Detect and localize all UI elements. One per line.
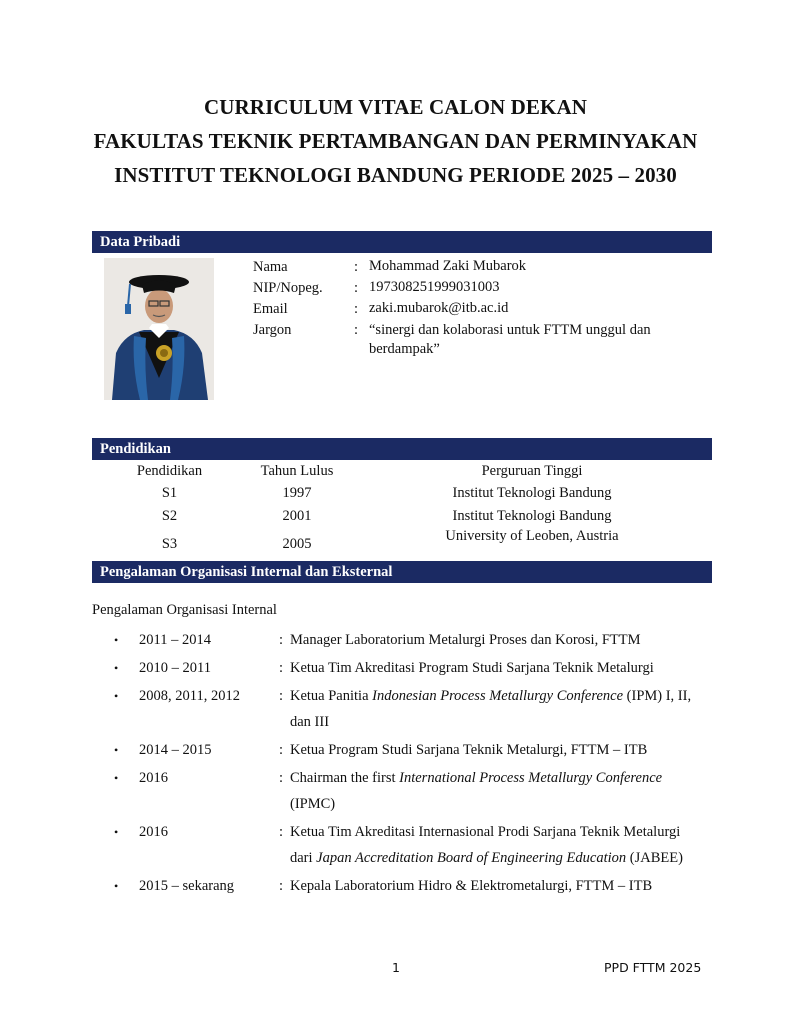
education-header-row bbox=[92, 460, 712, 482]
experience-description: Kepala Laboratorium Hidro & Elektrometalurgi, FTTM – ITB bbox=[290, 878, 653, 894]
education-header-year: Tahun Lulus bbox=[260, 463, 334, 479]
education-header-university: Perguruan Tinggi bbox=[481, 463, 583, 479]
info-value-email[interactable]: zaki.mubarok@itb.ac.id bbox=[369, 300, 509, 316]
list-item: • 2016 : Ketua Tim Akreditasi Internasional Prodi Sarjana Teknik Metalurgi dari Japan Accreditation Board of Engineering Education (JABEE) bbox=[92, 819, 712, 871]
education-university: Institut Teknologi Bandung bbox=[452, 485, 612, 501]
experience-year: 2016 bbox=[139, 824, 168, 840]
list-item: • 2011 – 2014 : Manager Laboratorium Metalurgi Proses dan Korosi, FTTM bbox=[92, 627, 712, 653]
bullet-icon: • bbox=[114, 661, 119, 675]
info-label: Email bbox=[253, 301, 288, 317]
experience-description: Ketua Tim Akreditasi Program Studi Sarjana Teknik Metalurgi bbox=[290, 660, 654, 676]
education-table bbox=[92, 460, 712, 554]
list-item: • 2015 – sekarang : Kepala Laboratorium Hidro & Elektrometalurgi, FTTM – ITB bbox=[92, 873, 712, 899]
info-value-nip: 197308251999031003 bbox=[369, 279, 500, 295]
bullet-icon: • bbox=[114, 743, 119, 757]
page-number: 1 bbox=[392, 960, 400, 975]
experience-description: Chairman the first International Process Metallurgy Conference (IPMC) bbox=[290, 770, 663, 812]
bullet-icon: • bbox=[114, 771, 119, 785]
profile-photo bbox=[104, 258, 214, 400]
title-line-2: FAKULTAS TEKNIK PERTAMBANGAN DAN PERMINYAKAN bbox=[93, 129, 698, 153]
education-year: 2005 bbox=[282, 536, 312, 552]
experience-year: 2010 – 2011 bbox=[139, 660, 211, 676]
education-row bbox=[92, 482, 712, 505]
info-colon: : bbox=[354, 280, 359, 296]
info-colon: : bbox=[354, 322, 359, 338]
experience-year: 2008, 2011, 2012 bbox=[139, 688, 240, 704]
education-header-level: Pendidikan bbox=[136, 463, 203, 479]
bullet-icon: • bbox=[114, 825, 119, 839]
footer-code: PPD FTTM 2025 bbox=[604, 960, 702, 975]
education-university: Institut Teknologi Bandung bbox=[452, 508, 612, 524]
experience-year: 2016 bbox=[139, 770, 168, 786]
experience-list bbox=[92, 627, 712, 899]
section-header-education: Pendidikan bbox=[92, 438, 712, 460]
bullet-icon: • bbox=[114, 689, 119, 703]
title-line-3: INSTITUT TEKNOLOGI BANDUNG PERIODE 2025 – 2030 bbox=[114, 163, 677, 187]
info-label: Nama bbox=[253, 259, 288, 275]
section-header-personal: Data Pribadi bbox=[92, 231, 712, 253]
info-label: Jargon bbox=[253, 322, 292, 338]
education-university: University of Leoben, Austria bbox=[445, 528, 619, 544]
list-item: • 2010 – 2011 : Ketua Tim Akreditasi Program Studi Sarjana Teknik Metalurgi bbox=[92, 655, 712, 681]
info-colon: : bbox=[354, 259, 359, 275]
experience-description: Ketua Program Studi Sarjana Teknik Metalurgi, FTTM – ITB bbox=[290, 742, 648, 758]
experience-subheading: Pengalaman Organisasi Internal bbox=[92, 602, 277, 618]
title-line-1: CURRICULUM VITAE CALON DEKAN bbox=[204, 95, 587, 119]
education-year: 1997 bbox=[282, 485, 312, 501]
graduate-portrait-image bbox=[104, 258, 214, 400]
info-value-jargon: “sinergi dan kolaborasi untuk FTTM unggul dan berdampak” bbox=[369, 322, 651, 357]
education-year: 2001 bbox=[282, 508, 312, 524]
experience-description: Ketua Panitia Indonesian Process Metallurgy Conference (IPM) I, II, dan III bbox=[290, 688, 692, 730]
document-title bbox=[0, 90, 791, 192]
experience-year: 2015 – sekarang bbox=[139, 878, 235, 894]
section-header-experience: Pengalaman Organisasi Internal dan Eksternal bbox=[92, 561, 712, 583]
list-item: • 2014 – 2015 : Ketua Program Studi Sarjana Teknik Metalurgi, FTTM – ITB bbox=[92, 737, 712, 763]
experience-description: Ketua Tim Akreditasi Internasional Prodi Sarjana Teknik Metalurgi dari Japan Accreditation Board of Engineering Education (JABEE) bbox=[290, 824, 683, 866]
education-level: S2 bbox=[161, 508, 178, 524]
experience-description: Manager Laboratorium Metalurgi Proses dan Korosi, FTTM bbox=[290, 632, 641, 648]
bullet-icon: • bbox=[114, 879, 119, 893]
list-item: • 2008, 2011, 2012 : Ketua Panitia Indonesian Process Metallurgy Conference (IPM) I, II, dan III bbox=[92, 683, 712, 735]
bullet-icon: • bbox=[114, 633, 119, 647]
info-colon: : bbox=[354, 301, 359, 317]
experience-year: 2011 – 2014 bbox=[139, 632, 211, 648]
education-level: S1 bbox=[161, 485, 178, 501]
experience-year: 2014 – 2015 bbox=[139, 742, 212, 758]
education-level: S3 bbox=[161, 536, 178, 552]
info-value-name: Mohammad Zaki Mubarok bbox=[369, 258, 527, 274]
list-item: • 2016 : Chairman the first International Process Metallurgy Conference (IPMC) bbox=[92, 765, 712, 817]
education-row bbox=[92, 528, 712, 554]
info-label: NIP/Nopeg. bbox=[253, 280, 323, 296]
